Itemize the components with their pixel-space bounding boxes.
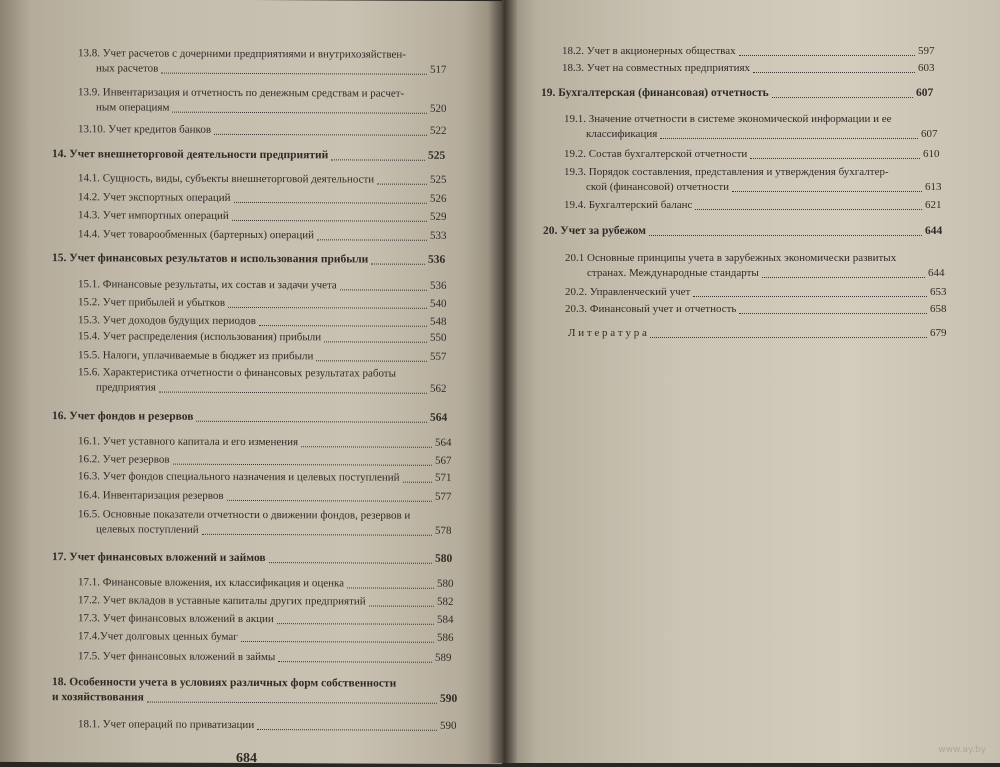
toc-entry-text: 15.5. Налоги, уплачиваемые в бюджет из прибыли bbox=[78, 349, 314, 363]
toc-page-number: 522 bbox=[430, 124, 447, 137]
toc-entry-text: 20. Учет за рубежом bbox=[543, 225, 647, 237]
toc-page-number: 525 bbox=[430, 173, 447, 186]
toc-page-number: 658 bbox=[930, 303, 947, 315]
toc-entry-text: 14. Учет внешнеторговой деятельности предприятий bbox=[52, 148, 329, 162]
toc-page-number: 529 bbox=[430, 210, 447, 223]
toc-page-number: 589 bbox=[435, 651, 452, 664]
dot-leader bbox=[739, 313, 927, 314]
dot-leader bbox=[228, 307, 427, 309]
toc-chapter bbox=[541, 86, 934, 101]
toc-page-number: 580 bbox=[435, 552, 453, 565]
dot-leader bbox=[650, 337, 927, 338]
right-page bbox=[502, 0, 1000, 763]
toc-entry-text: целевых поступлений bbox=[96, 523, 199, 536]
toc-page-number: 582 bbox=[437, 595, 454, 608]
toc-entry-text: 16.1. Учет уставного капитала и его изменения bbox=[78, 435, 299, 449]
dot-leader bbox=[317, 239, 427, 240]
toc-entry-text: ным операциям bbox=[96, 101, 170, 114]
toc-entry bbox=[564, 165, 942, 195]
toc-page-number: 571 bbox=[435, 471, 452, 484]
toc-page-number: 578 bbox=[435, 524, 452, 537]
toc-page-number: 540 bbox=[430, 297, 447, 310]
toc-entry bbox=[78, 295, 447, 311]
toc-page-number: 550 bbox=[430, 331, 447, 344]
toc-entry bbox=[78, 329, 447, 345]
toc-page-number: 590 bbox=[440, 719, 457, 732]
dot-leader bbox=[695, 209, 922, 210]
toc-entry-text: 14.4. Учет товарообменных (бартерных) операций bbox=[78, 228, 315, 242]
dot-leader bbox=[732, 191, 922, 192]
dot-leader bbox=[269, 562, 432, 564]
toc-entry bbox=[78, 575, 454, 591]
toc-entry-text: 15.6. Характеристика отчетности о финансовых результатах работы bbox=[78, 366, 397, 380]
toc-page-number: 607 bbox=[921, 128, 938, 140]
toc-entry bbox=[78, 348, 447, 364]
dot-leader bbox=[347, 587, 434, 588]
toc-page-number: 610 bbox=[923, 148, 940, 160]
toc-entry-text: 17. Учет финансовых вложений и займов bbox=[52, 551, 266, 565]
toc-entry-text: 13.8. Учет расчетов с дочерними предприятиями и внутрихозяйствен- bbox=[78, 47, 406, 61]
toc-entry bbox=[565, 251, 945, 281]
dot-leader bbox=[660, 138, 918, 139]
toc-page-number: 557 bbox=[430, 350, 447, 363]
toc-entry-text: 15. Учет финансовых результатов и использования прибыли bbox=[52, 252, 369, 266]
toc-entry-text: 14.3. Учет импортных операций bbox=[78, 209, 229, 222]
dot-leader bbox=[340, 289, 427, 290]
toc-entry-text: 19.4. Бухгалтерский баланс bbox=[564, 199, 693, 211]
toc-entry-text: 18.3. Учет на совместных предприятиях bbox=[562, 62, 751, 74]
dot-leader bbox=[324, 341, 427, 342]
toc-entry-text: 16. Учет фондов и резервов bbox=[52, 410, 194, 423]
toc-entry-text: 15.3. Учет доходов будущих периодов bbox=[78, 314, 256, 328]
dot-leader bbox=[278, 661, 432, 663]
toc-page-number: 536 bbox=[428, 253, 446, 266]
toc-page-number: 562 bbox=[430, 382, 447, 395]
dot-leader bbox=[173, 464, 432, 466]
toc-page-number: 526 bbox=[430, 192, 447, 205]
toc-entry-text: 19.2. Состав бухгалтерской отчетности bbox=[564, 148, 748, 160]
toc-entry-text: 19.1. Значение отчетности в системе экономической информации и ее bbox=[564, 113, 892, 125]
toc-entry bbox=[78, 593, 454, 609]
toc-entry-text: 20.2. Управленческий учет bbox=[565, 286, 691, 298]
dot-leader bbox=[377, 184, 427, 185]
dot-leader bbox=[371, 264, 425, 265]
watermark: www.ay.by bbox=[938, 745, 986, 755]
toc-entry bbox=[78, 277, 447, 293]
toc-entry bbox=[78, 313, 447, 329]
toc-entry-text: 15.1. Финансовые результаты, их состав и задачи учета bbox=[78, 278, 337, 292]
toc-entry-text: 14.2. Учет экспортных операций bbox=[78, 191, 231, 204]
dot-leader bbox=[750, 158, 920, 159]
toc-page-number: 590 bbox=[440, 692, 458, 705]
dot-leader bbox=[259, 325, 427, 327]
toc-entry-text: 13.9. Инвентаризация и отчетность по денежным средствам и расчет- bbox=[78, 86, 405, 100]
toc-entry bbox=[562, 44, 935, 59]
dot-leader bbox=[214, 134, 427, 136]
toc-entry bbox=[78, 122, 447, 138]
toc-chapter bbox=[52, 251, 446, 267]
toc-entry bbox=[78, 434, 452, 450]
toc-entry-text: предприятия bbox=[96, 381, 156, 394]
dot-leader bbox=[649, 235, 922, 236]
toc-entry-text: 16.4. Инвентаризация резервов bbox=[78, 489, 224, 502]
dot-leader bbox=[196, 421, 427, 423]
toc-entry bbox=[78, 227, 447, 243]
toc-entry bbox=[78, 365, 447, 396]
dot-leader bbox=[316, 360, 427, 361]
dot-leader bbox=[232, 220, 427, 222]
toc-entry-text: 17.2. Учет вкладов в уставные капиталы других предприятий bbox=[78, 594, 366, 608]
dot-leader bbox=[403, 482, 432, 483]
toc-page-number: 564 bbox=[430, 411, 448, 424]
toc-entry bbox=[78, 717, 457, 733]
toc-entry bbox=[564, 147, 940, 162]
dot-leader bbox=[693, 296, 927, 297]
toc-entry-text: 15.4. Учет распределения (использования) прибыли bbox=[78, 330, 322, 344]
toc-entry bbox=[78, 611, 454, 627]
toc-entry-text: 16.5. Основные показатели отчетности о движении фондов, резервов и bbox=[78, 508, 411, 522]
toc-page-number: 564 bbox=[435, 436, 452, 449]
dot-leader bbox=[331, 159, 425, 160]
toc-entry bbox=[78, 190, 447, 206]
toc-entry bbox=[78, 507, 452, 538]
toc-entry bbox=[562, 61, 935, 76]
toc-entry bbox=[78, 629, 454, 645]
toc-page-number: 586 bbox=[437, 631, 454, 644]
page-number-folio: 684 bbox=[236, 751, 257, 766]
dot-leader bbox=[234, 202, 427, 204]
toc-entry bbox=[78, 171, 447, 187]
toc-page-number: 536 bbox=[430, 279, 447, 292]
toc-chapter bbox=[52, 550, 453, 566]
dot-leader bbox=[762, 277, 925, 278]
toc-entry bbox=[78, 452, 452, 467]
toc-page-number: 653 bbox=[930, 286, 947, 298]
toc-entry-text: 16.2. Учет резервов bbox=[78, 453, 170, 466]
toc-entry bbox=[78, 649, 452, 665]
dot-leader bbox=[257, 729, 437, 731]
dot-leader bbox=[227, 500, 432, 502]
toc-page-number: 577 bbox=[435, 490, 452, 503]
toc-page-number: 525 bbox=[428, 149, 446, 162]
toc-page-number: 644 bbox=[925, 225, 943, 237]
toc-entry bbox=[568, 326, 947, 341]
toc-entry bbox=[78, 46, 447, 77]
toc-entry-text: 17.3. Учет финансовых вложений в акции bbox=[78, 612, 274, 626]
toc-page-number: 607 bbox=[916, 87, 934, 99]
dot-leader bbox=[772, 97, 913, 98]
toc-entry-text: 18.2. Учет в акционерных обществах bbox=[562, 45, 736, 57]
toc-page-number: 644 bbox=[928, 267, 945, 279]
toc-page-number: 597 bbox=[918, 45, 935, 57]
toc-page-number: 613 bbox=[925, 181, 942, 193]
dot-leader bbox=[277, 623, 434, 625]
toc-entry-text: 14.1. Сущность, виды, субъекты внешнеторговой деятельности bbox=[78, 172, 375, 186]
toc-entry bbox=[78, 85, 447, 116]
toc-entry bbox=[78, 469, 452, 485]
toc-entry-text: 19.3. Порядок составления, представления и утверждения бухгалтер- bbox=[564, 166, 889, 178]
toc-entry bbox=[78, 488, 452, 504]
toc-page-number: 533 bbox=[430, 229, 447, 242]
toc-entry-text: ской (финансовой) отчетности bbox=[586, 181, 730, 193]
toc-entry-text: 16.3. Учет фондов специального назначения и целевых поступлений bbox=[78, 470, 400, 484]
toc-entry bbox=[78, 208, 447, 224]
toc-page-number: 580 bbox=[437, 577, 454, 590]
toc-entry-text: 13.10. Учет кредитов банков bbox=[78, 123, 212, 136]
toc-entry-text: странах. Международные стандарты bbox=[587, 267, 759, 279]
toc-page-number: 548 bbox=[430, 315, 447, 328]
toc-entry bbox=[564, 112, 938, 142]
dot-leader bbox=[739, 55, 915, 56]
toc-entry bbox=[565, 285, 947, 300]
toc-page-number: 584 bbox=[437, 613, 454, 626]
toc-chapter bbox=[52, 675, 458, 707]
dot-leader bbox=[241, 641, 434, 643]
toc-entry-text: 20.3. Финансовый учет и отчетность bbox=[565, 303, 737, 315]
dot-leader bbox=[753, 72, 915, 73]
toc-entry-text: 18.1. Учет операций по приватизации bbox=[78, 718, 255, 732]
toc-entry-text: Л и т е р а т у р а bbox=[568, 327, 647, 339]
toc-page-number: 679 bbox=[930, 327, 947, 339]
toc-entry-text: 19. Бухгалтерская (финансовая) отчетность bbox=[541, 87, 769, 99]
toc-entry-text: классификация bbox=[586, 128, 658, 140]
toc-page-number: 517 bbox=[430, 63, 447, 76]
toc-entry-text: 17.1. Финансовые вложения, их классификация и оценка bbox=[78, 576, 345, 590]
dot-leader bbox=[301, 446, 432, 448]
toc-page-number: 603 bbox=[918, 62, 935, 74]
toc-chapter bbox=[543, 224, 943, 239]
toc-entry-text: 15.2. Учет прибылей и убытков bbox=[78, 296, 226, 309]
toc-entry-text: 18. Особенности учета в условиях различных форм собственности bbox=[52, 676, 397, 690]
toc-entry-text: и хозяйствования bbox=[52, 691, 144, 704]
toc-page-number: 520 bbox=[430, 102, 447, 115]
toc-entry-text: ных расчетов bbox=[96, 62, 159, 75]
toc-chapter bbox=[52, 409, 448, 425]
toc-entry bbox=[564, 198, 942, 213]
toc-page-number: 621 bbox=[925, 199, 942, 211]
toc-chapter bbox=[52, 147, 446, 163]
toc-entry-text: 17.5. Учет финансовых вложений в займы bbox=[78, 650, 276, 664]
toc-page-number: 567 bbox=[435, 454, 452, 467]
dot-leader bbox=[369, 606, 434, 607]
toc-entry-text: 20.1 Основные принципы учета в зарубежных экономически развитых bbox=[565, 252, 897, 264]
toc-entry-text: 17.4.Учет долговых ценных бумаг bbox=[78, 630, 238, 643]
toc-entry bbox=[565, 302, 947, 317]
